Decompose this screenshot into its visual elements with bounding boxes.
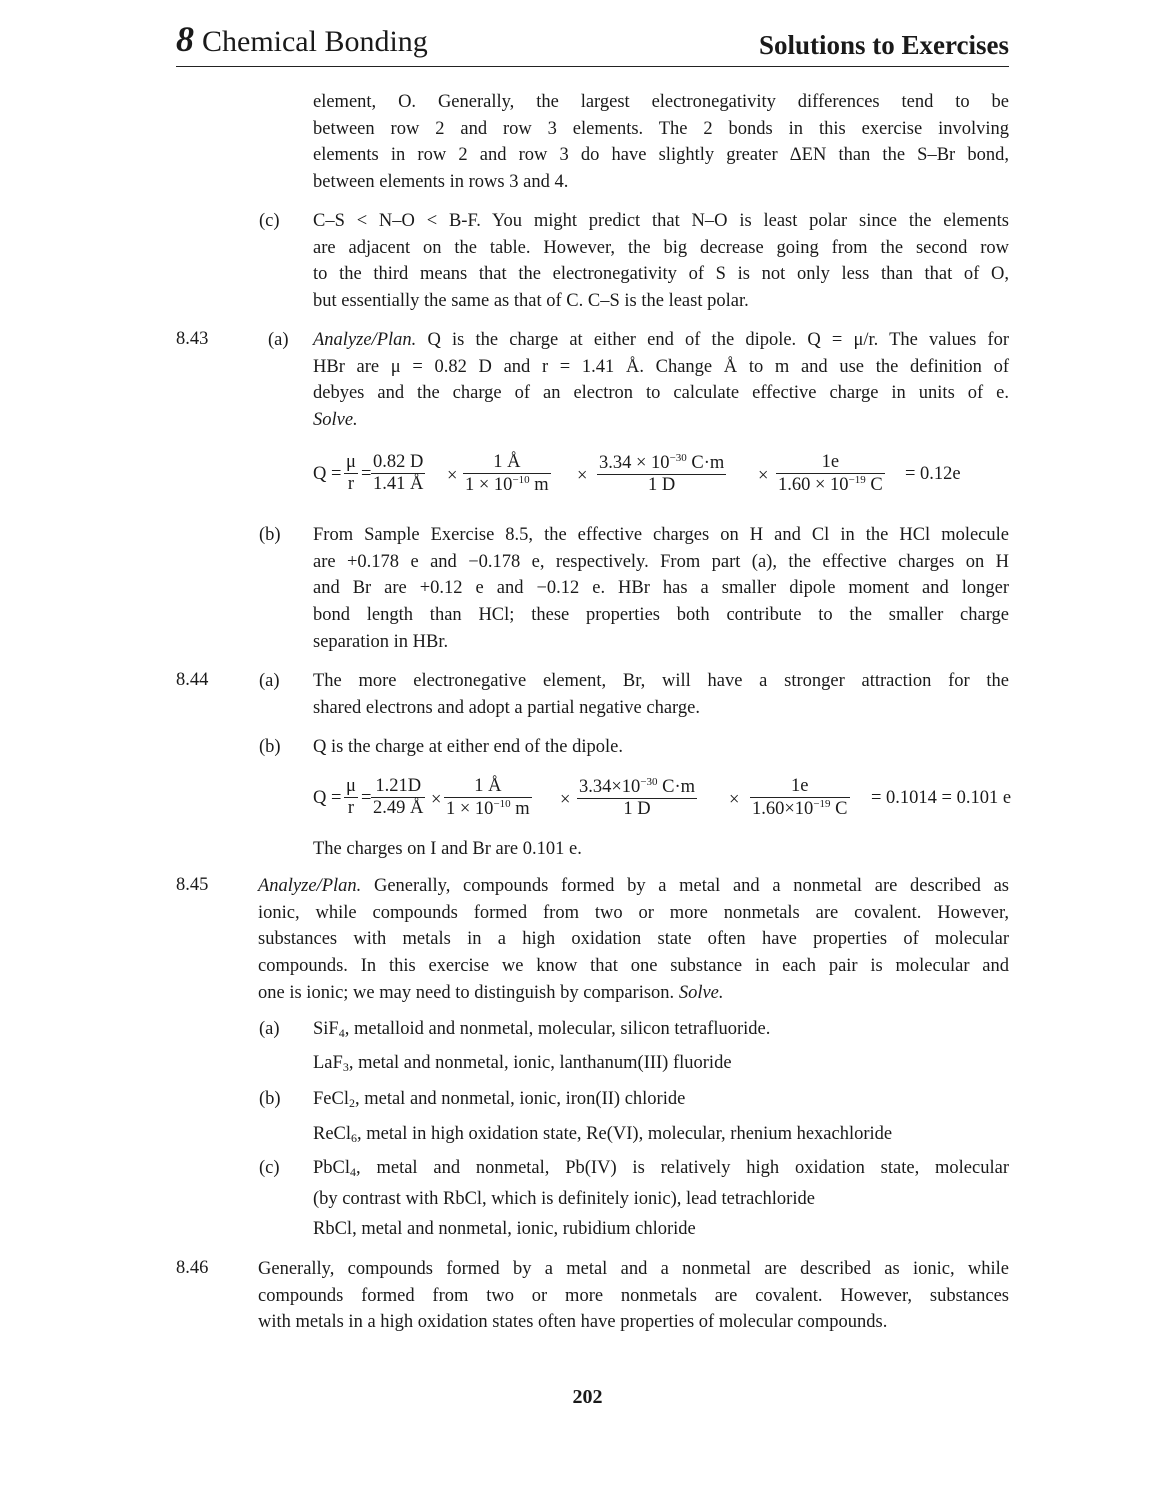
problem-8-46-text: Generally, compounds formed by a metal and a nonmetal are described as ionic, while compounds formed from two or more nonmetals are covalent. However, substances with metals in a high oxidation states often have properties of molecular compounds. <box>258 1259 1009 1333</box>
part-label-b: (b) <box>259 525 281 545</box>
part-label-a: (a) <box>259 671 280 691</box>
page-number: 202 <box>572 1386 603 1408</box>
part-label-b: (b) <box>259 737 281 757</box>
part-label-b: (b) <box>259 1089 281 1109</box>
part-label-a: (a) <box>268 330 289 350</box>
part-c-text: C–S < N–O < B-F. You might predict that N–O is least polar since the elements are adjacent on the table. However, the big decrease going from the second row to the third means that the electronegativity of S is not only less than that of O, but essentially the same as that of C. C–S is the least polar. <box>313 211 1009 312</box>
compound-line: SiF$_4$, metalloid and nonmetal, molecular, silicon tetrafluoride. <box>313 1019 771 1040</box>
compound-line: RbCl, metal and nonmetal, ionic, rubidium chloride <box>313 1219 696 1239</box>
problem-number-8-44: 8.44 <box>176 670 209 690</box>
header-rule <box>176 66 1009 67</box>
part-label-c: (c) <box>259 1158 280 1178</box>
compound-line: LaF$_3$, metal and nonmetal, ionic, lanthanum(III) fluoride <box>313 1053 732 1074</box>
compound-line: ReCl$_6$, metal in high oxidation state, Re(VI), molecular, rhenium hexachloride <box>313 1124 893 1145</box>
chapter-title: Chemical Bonding <box>202 25 428 58</box>
compound-line: FeCl$_2$, metal and nonmetal, ionic, iron(II) chloride <box>313 1089 686 1110</box>
problem-number-8-46: 8.46 <box>176 1258 209 1278</box>
part-a-text: Analyze/Plan. Q is the charge at either end of the dipole. Q = μ/r. The values for HBr are μ = 0.82 D and r = 1.41 Å. Change Å to m and use the definition of debyes and the charge of an electron to calculate effective charge in units of e. Solve. <box>313 330 1010 431</box>
compound-line: PbCl$_4$, metal and nonmetal, Pb(IV) is relatively high oxidation state, molecular (by contrast with RbCl, which is definitely ionic), lead tetrachloride <box>313 1158 1009 1209</box>
part-b-text: Q is the charge at either end of the dipole. <box>313 737 623 757</box>
chapter-number: 8 <box>176 19 194 59</box>
problem-8-45-text: Analyze/Plan. Generally, compounds formed by a metal and a nonmetal are described as ionic, while compounds formed from two or more nonmetals are covalent. However, substances with metals in a high oxidation state often have properties of molecular compounds. In this exercise we know that one substance in each pair is molecular and one is ionic; we may need to distinguish by comparison. Solve. <box>258 876 1009 1003</box>
equation-8-43: Q = $\frac{\mu}{r}$ = $\frac{0.82 D}{1.41 Å}$ × $\frac{1 Å}{1 \times 10^{-10} m}$ × $\frac{3.34 \times 10^{-30} C\cdot m}{1 D}$ × $\frac{1e}{1.60 \times 10^{-19} C}$ = 0.12e <box>313 452 961 495</box>
problem-number-8-43: 8.43 <box>176 329 209 349</box>
part-a-text: The more electronegative element, Br, will have a stronger attraction for the shared electrons and adopt a partial negative charge. <box>313 671 1009 718</box>
equation-8-44: Q = $\frac{\mu}{r}$ = $\frac{1.21D}{2.49 Å}$ × $\frac{1 Å}{1 \times 10^{-10} m}$ × $\frac{3.34\times 10^{-30} C\cdot m}{1 D}$ × $\frac{1e}{1.60\times 10^{-19} C}$ = 0.1014 = 0.101 e <box>313 776 1012 819</box>
part-label-a: (a) <box>259 1019 280 1039</box>
section-title: Solutions to Exercises <box>758 30 1009 60</box>
charges-statement: The charges on I and Br are 0.101 e. <box>313 839 582 859</box>
chapter-heading <box>176 18 428 60</box>
problem-number-8-45: 8.45 <box>176 875 209 895</box>
continuation-paragraph: element, O. Generally, the largest electronegativity differences tend to be between row 2 and row 3 elements. The 2 bonds in this exercise involving elements in row 2 and row 3 do have slightly greater ΔEN than the S–Br bond, between elements in rows 3 and 4. <box>313 92 1009 193</box>
part-label-c: (c) <box>259 211 280 231</box>
part-b-text: From Sample Exercise 8.5, the effective charges on H and Cl in the HCl molecule are +0.178 e and −0.178 e, respectively. From part (a), the effective charges on H and Br are +0.12 e and −0.12 e. HBr has a smaller dipole moment and longer bond length than HCl; these properties both contribute to the smaller charge separation in HBr. <box>313 525 1009 652</box>
